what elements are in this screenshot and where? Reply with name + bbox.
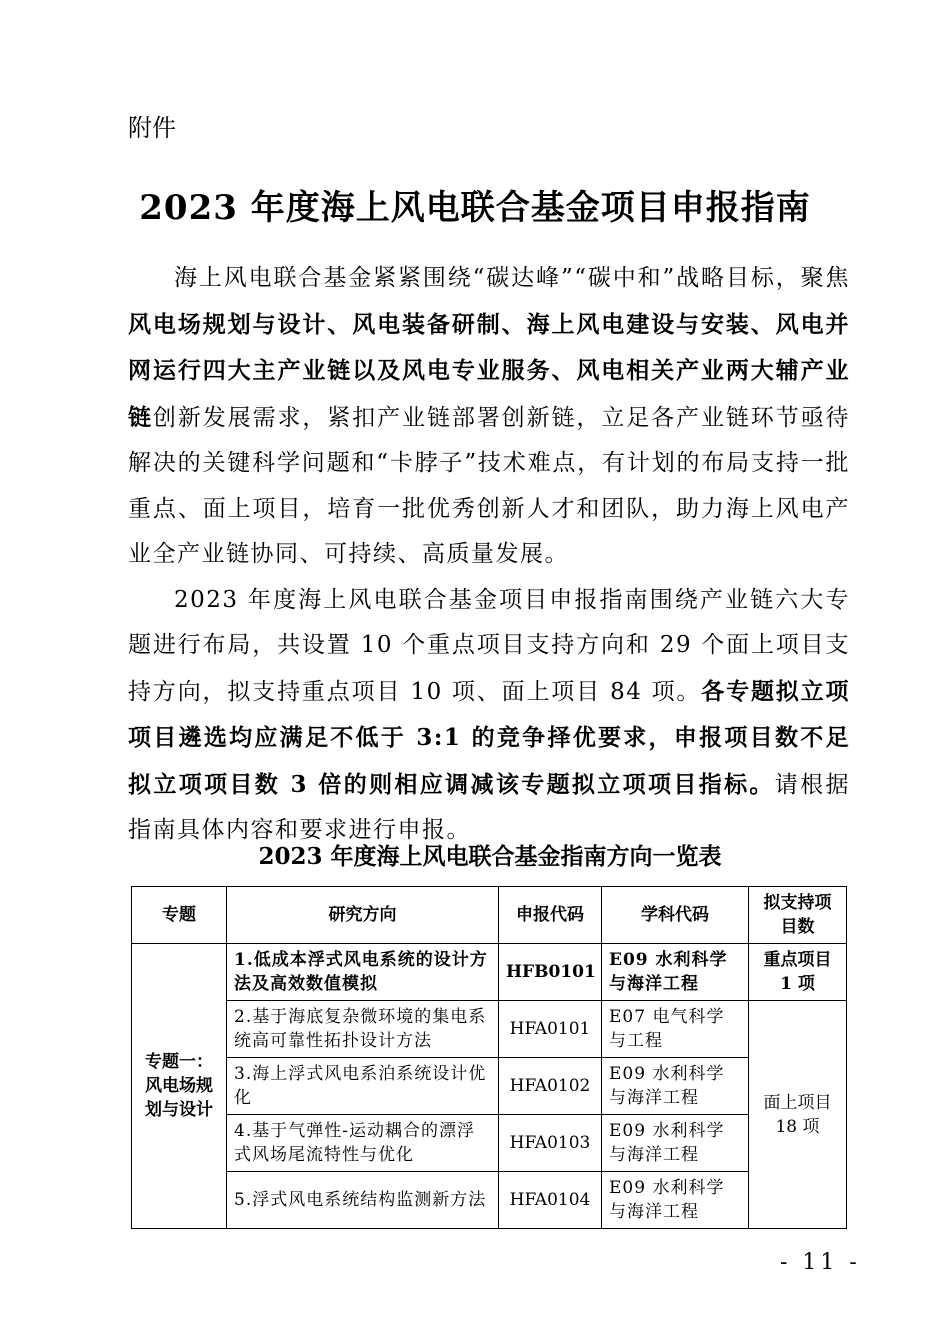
table-title: 2023 年度海上风电联合基金指南方向一览表 <box>258 843 722 870</box>
paragraph-layout: 2023 年度海上风电联合基金项目申报指南围绕产业链六大专题进行布局，共设置 10 个重点项目支持方向和 29 个面上项目支持方向，拟支持重点项目 10 项、面上项目 84 项。各专题拟立项项目遴选均应满足不低于 3:1 的竞争择优要求，申报项目数不足拟立项项目数 3 倍的则相应调减该专题拟立项项目指标。请根据指南具体内容和要求进行申报。 <box>128 586 851 843</box>
direction-cell: 2.基于海底复杂微环境的集电系统高可靠性拓扑设计方法 <box>227 1001 499 1058</box>
body-text <box>128 256 850 854</box>
header-code: 申报代码 <box>499 887 602 944</box>
table-row <box>132 1058 847 1115</box>
topic-cell: 专题一：风电场规划与设计 <box>132 944 227 1229</box>
table-row <box>132 1001 847 1058</box>
page-number: - 11 - <box>780 1250 861 1275</box>
discipline-cell: E09 水利科学与海洋工程 <box>602 944 749 1001</box>
table-row <box>132 944 847 1001</box>
discipline-cell: E07 电气科学与工程 <box>602 1001 749 1058</box>
code-cell: HFA0102 <box>499 1058 602 1115</box>
code-cell: HFB0101 <box>499 944 602 1001</box>
direction-cell: 1.低成本浮式风电系统的设计方法及高效数值模拟 <box>227 944 499 1001</box>
code-cell: HFA0104 <box>499 1172 602 1229</box>
attachment-label: 附件 <box>128 114 176 142</box>
discipline-cell: E09 水利科学与海洋工程 <box>602 1172 749 1229</box>
code-cell: HFA0103 <box>499 1115 602 1172</box>
direction-cell: 5.浮式风电系统结构监测新方法 <box>227 1172 499 1229</box>
header-direction: 研究方向 <box>227 887 499 944</box>
header-support: 拟支持项目数 <box>749 887 847 944</box>
guide-table <box>131 886 847 1229</box>
support-cell: 重点项目 1 项 <box>749 944 847 1001</box>
table-row <box>132 1115 847 1172</box>
direction-cell: 4.基于气弹性-运动耦合的漂浮式风场尾流特性与优化 <box>227 1115 499 1172</box>
support-cell: 面上项目 18 项 <box>749 1001 847 1229</box>
page-title: 2023 年度海上风电联合基金项目申报指南 <box>139 188 811 228</box>
code-cell: HFA0101 <box>499 1001 602 1058</box>
paragraph-intro: 海上风电联合基金紧紧围绕“碳达峰”“碳中和”战略目标，聚焦风电场规划与设计、风电装备研制、海上风电建设与安装、风电并网运行四大主产业链以及风电专业服务、风电相关产业两大辅产业链创新发展需求，紧扣产业链部署创新链，立足各产业链环节亟待解决的关键科学问题和“卡脖子”技术难点，有计划的布局支持一批重点、面上项目，培育一批优秀创新人才和团队，助力海上风电产业全产业链协同、可持续、高质量发展。 <box>128 265 851 567</box>
table-header-row <box>132 887 847 944</box>
header-discipline: 学科代码 <box>602 887 749 944</box>
discipline-cell: E09 水利科学与海洋工程 <box>602 1058 749 1115</box>
discipline-cell: E09 水利科学与海洋工程 <box>602 1115 749 1172</box>
header-topic: 专题 <box>132 887 227 944</box>
table-row <box>132 1172 847 1229</box>
direction-cell: 3.海上浮式风电系泊系统设计优化 <box>227 1058 499 1115</box>
